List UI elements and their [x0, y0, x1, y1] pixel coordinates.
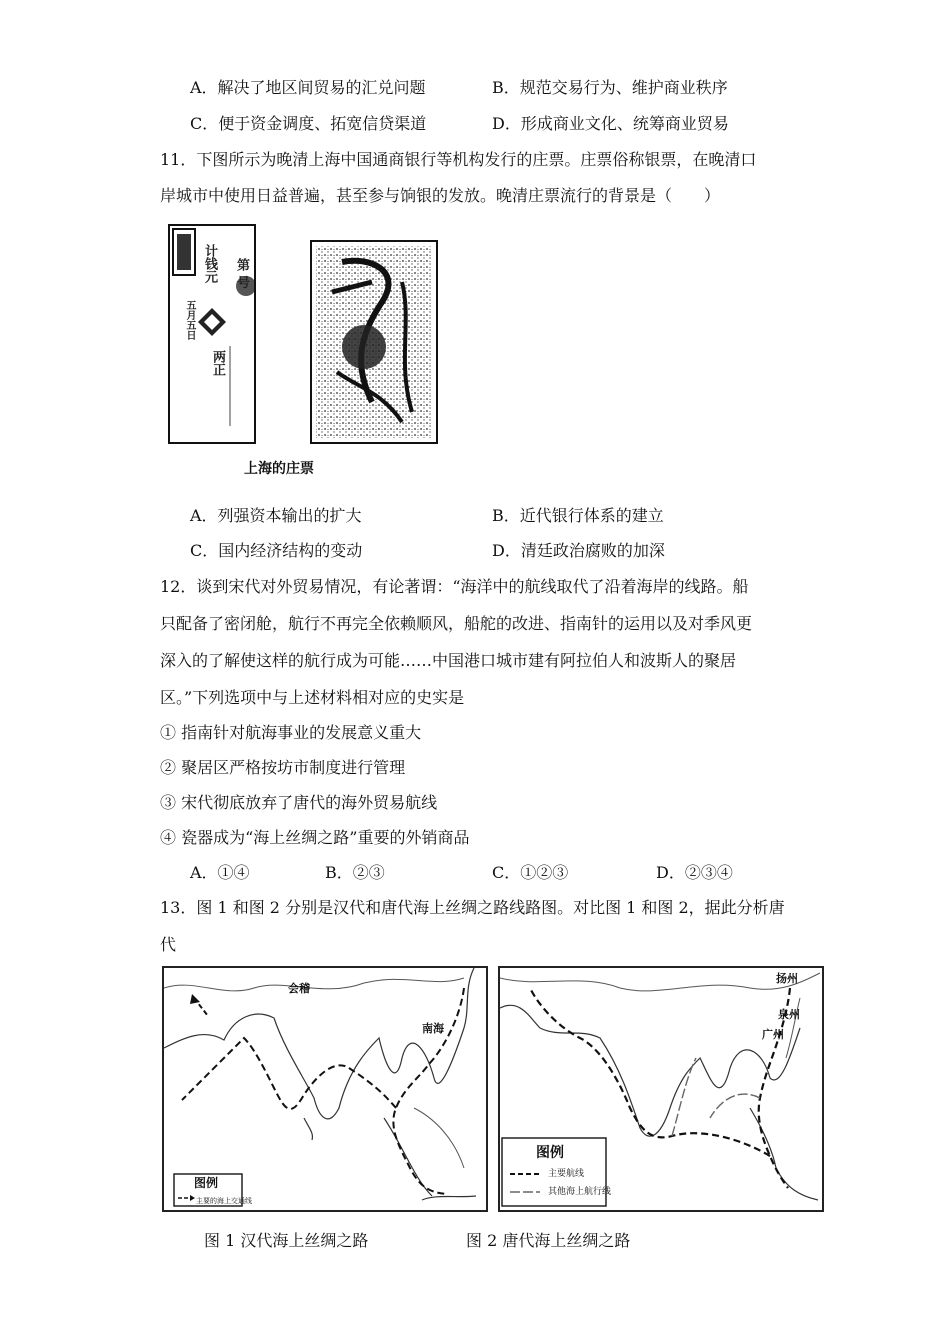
q11-stem-line1: 11．下图所示为晚清上海中国通商银行等机构发行的庄票。庄票俗称银票，在晚清口 [160, 150, 757, 169]
q11-stem-line2: 岸城市中使用日益普遍，甚至参与饷银的发放。晚清庄票流行的背景是（ ） [160, 186, 721, 205]
q12-stem-line4: 区。”下列选项中与上述材料相对应的史实是 [160, 688, 465, 707]
q10-option-d[interactable]: D．形成商业文化、统筹商业贸易 [492, 114, 729, 133]
q12-item-4: ④ 瓷器成为“海上丝绸之路”重要的外销商品 [160, 828, 470, 847]
ticket-figure-caption: 上海的庄票 [244, 461, 314, 477]
q12-stem-line1: 12．谈到宋代对外贸易情况，有论著谓：“海洋中的航线取代了沿着海岸的线路。船 [160, 577, 749, 596]
map2-label-yangzhou: 扬州 [776, 972, 798, 985]
q12-option-c[interactable]: C．①②③ [492, 863, 569, 882]
map2-label-quanzhou: 泉州 [778, 1008, 800, 1021]
q12-option-a[interactable]: A．①④ [190, 863, 250, 882]
ticket-left-amount: 计钱元 [202, 244, 217, 283]
q12-option-b[interactable]: B．②③ [325, 863, 385, 882]
map-tang-silk-road [498, 966, 824, 1212]
q13-stem-line2: 代 [160, 935, 177, 954]
map2-legend-main: 主要航线 [548, 1169, 585, 1179]
map2-caption: 图 2 唐代海上丝绸之路 [466, 1231, 631, 1250]
ticket-right-image [310, 240, 438, 444]
map1-caption: 图 1 汉代海上丝绸之路 [204, 1231, 369, 1250]
map1-legend-title: 图例 [194, 1176, 219, 1190]
q12-item-1: ① 指南针对航海事业的发展意义重大 [160, 723, 422, 742]
map1-label-nanhai: 南海 [422, 1022, 444, 1035]
q13-stem-line1: 13．图 1 和图 2 分别是汉代和唐代海上丝绸之路线路图。对比图 1 和图 2，据此分析唐 [160, 898, 785, 917]
ticket-left-number: 第 号 [234, 258, 249, 289]
ticket-left-liang: 两正 [210, 350, 225, 376]
map1-label-kuaiji: 会稽 [288, 982, 310, 995]
ticket-left-date: 五月五日 [184, 300, 195, 340]
q12-item-2: ② 聚居区严格按坊市制度进行管理 [160, 758, 406, 777]
q11-option-c[interactable]: C．国内经济结构的变动 [190, 541, 363, 560]
q10-option-a[interactable]: A．解决了地区间贸易的汇兑问题 [190, 78, 426, 97]
q12-stem-line2: 只配备了密闭舱，航行不再完全依赖顺风，船舵的改进、指南针的运用以及对季风更 [160, 614, 753, 633]
q11-option-d[interactable]: D．清廷政治腐败的加深 [492, 541, 665, 560]
q10-option-b[interactable]: B．规范交易行为、维护商业秩序 [492, 78, 728, 97]
q12-item-3: ③ 宋代彻底放弃了唐代的海外贸易航线 [160, 793, 438, 812]
map2-legend-other: 其他海上航行线 [548, 1187, 612, 1197]
q10-option-c[interactable]: C．便于资金调度、拓宽信贷渠道 [190, 114, 427, 133]
q12-option-d[interactable]: D．②③④ [656, 863, 733, 882]
map2-legend-title: 图例 [536, 1145, 564, 1161]
map2-label-guangzhou: 广州 [762, 1028, 784, 1041]
q11-option-a[interactable]: A．列强资本输出的扩大 [190, 506, 362, 525]
q12-stem-line3: 深入的了解使这样的航行成为可能……中国港口城市建有阿拉伯人和波斯人的聚居 [160, 651, 737, 670]
q11-option-b[interactable]: B．近代银行体系的建立 [492, 506, 664, 525]
map1-legend-item: 主要的海上交通线 [196, 1197, 252, 1205]
